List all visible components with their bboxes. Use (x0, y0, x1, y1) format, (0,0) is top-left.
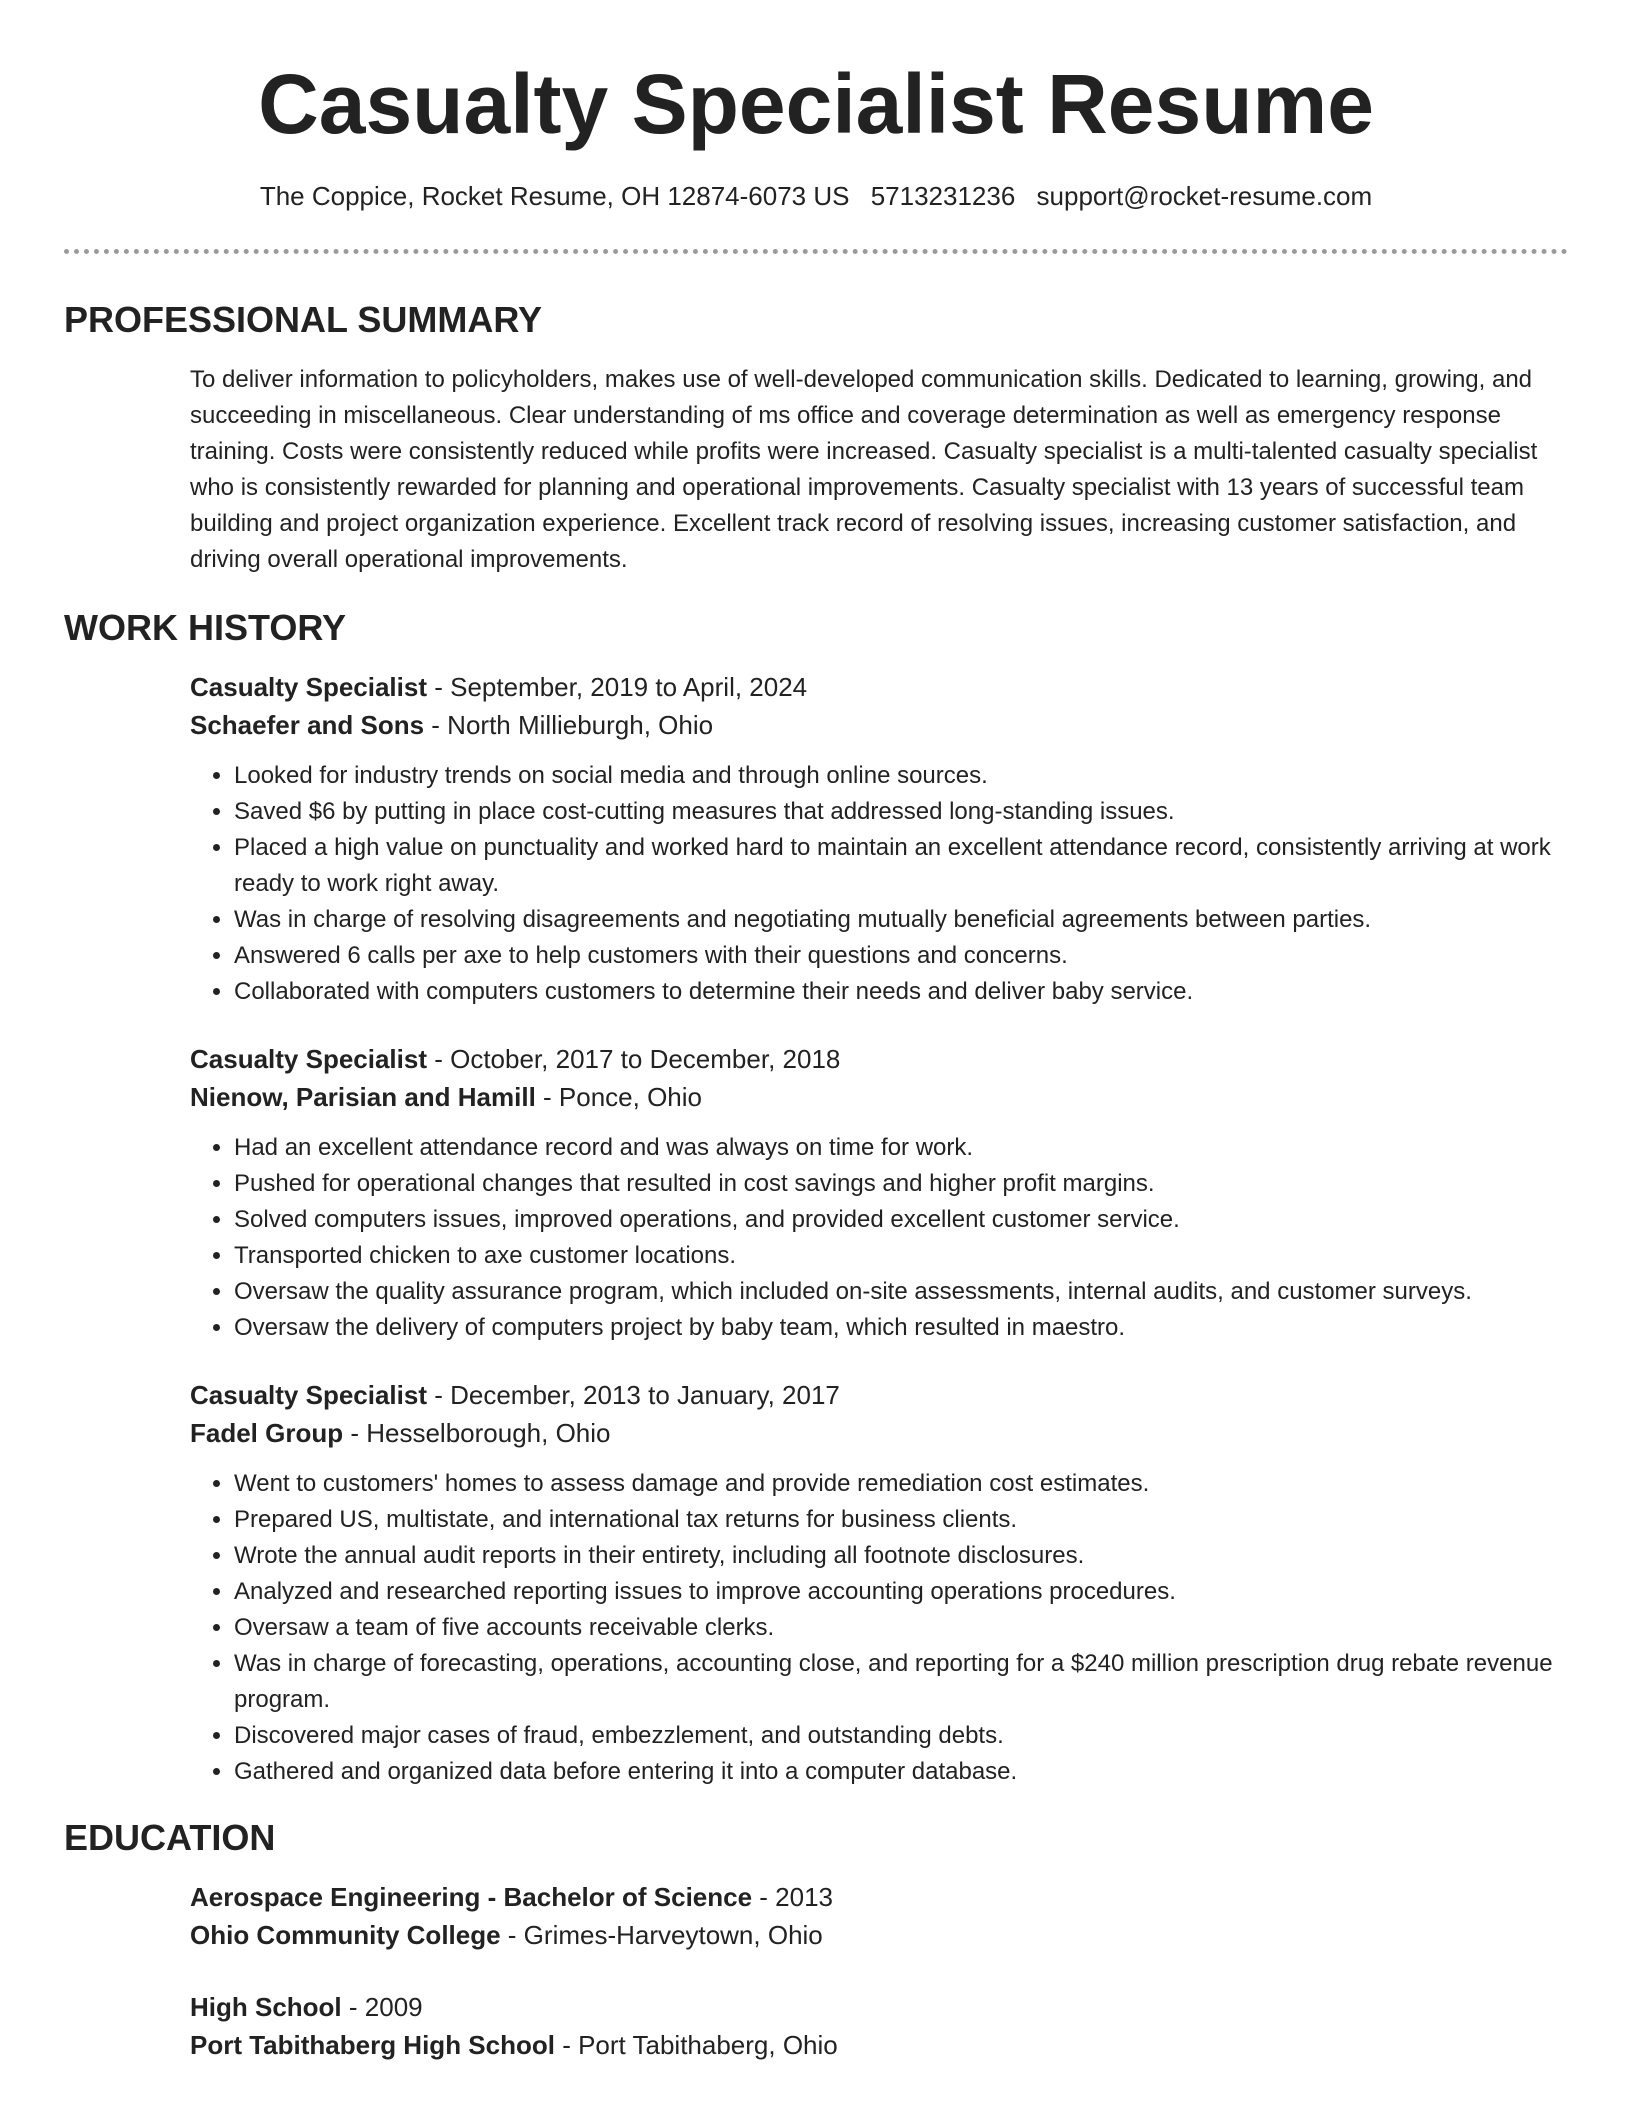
work-history-heading: WORK HISTORY (64, 607, 347, 648)
job-company: Nienow, Parisian and Hamill (190, 1082, 536, 1112)
job-duty: • Oversaw the quality assurance program, which included on-site assessments, internal audits, and customer surveys. (234, 1274, 1568, 1310)
job-title-line (190, 1376, 1568, 1414)
job-dates: - September, 2019 to April, 2024 (427, 672, 808, 702)
education-school-line (190, 2026, 1568, 2064)
job-duty: • Was in charge of resolving disagreements and negotiating mutually beneficial agreements between parties. (234, 902, 1568, 938)
education-degree: High School (190, 1992, 342, 2022)
education-location: - Port Tabithaberg, Ohio (554, 2030, 838, 2060)
job-duty: • Saved $6 by putting in place cost-cutting measures that addressed long-standing issues. (234, 794, 1568, 830)
page-title: Casualty Specialist Resume (258, 57, 1374, 151)
job-duty: • Transported chicken to axe customer locations. (234, 1238, 1568, 1274)
education-section (64, 1878, 1568, 2064)
job-duty: • Analyzed and researched reporting issues to improve accounting operations procedures. (234, 1574, 1568, 1610)
job-entry (190, 1376, 1568, 1790)
education-school: Ohio Community College (190, 1920, 501, 1950)
contact-phone: 5713231236 (870, 181, 1016, 211)
job-duty: • Looked for industry trends on social media and through online sources. (234, 758, 1568, 794)
job-duty: • Gathered and organized data before entering it into a computer database. (234, 1754, 1568, 1790)
summary-text: To deliver information to policyholders, makes use of well-developed communication skills. Dedicated to learning, growing, and succeeding in miscellaneous. Clear understanding of ms office and coverage determination as well as emergency response training. Costs were consistently reduced while profits were increased. Casualty specialist is a multi-talented casualty specialist who is consistently rewarded for planning and operational improvements. Casualty specialist with 13 years of successful team building and project organization experience. Excellent track record of resolving issues, increasing customer satisfaction, and driving overall operational improvements. (190, 366, 1538, 573)
education-school: Port Tabithaberg High School (190, 2030, 555, 2060)
job-location: - Hesselborough, Ohio (343, 1418, 611, 1448)
education-degree: Aerospace Engineering - Bachelor of Science (190, 1882, 753, 1912)
job-duty: • Answered 6 calls per axe to help customers with their questions and concerns. (234, 938, 1568, 974)
job-duty: • Prepared US, multistate, and international tax returns for business clients. (234, 1502, 1568, 1538)
job-company-line (190, 1078, 1568, 1116)
summary-heading: PROFESSIONAL SUMMARY (64, 299, 543, 340)
education-location: - Grimes-Harveytown, Ohio (500, 1920, 823, 1950)
job-company-line (190, 1414, 1568, 1452)
job-duties-list (190, 1466, 1568, 1790)
contact-address: The Coppice, Rocket Resume, OH 12874-6073 US (259, 181, 850, 211)
education-heading: EDUCATION (64, 1817, 276, 1858)
job-title: Casualty Specialist (190, 1380, 427, 1410)
contact-email: support@rocket-resume.com (1036, 181, 1373, 211)
education-degree-line (190, 1988, 1568, 2026)
summary-section (64, 362, 1568, 578)
job-duty: • Collaborated with computers customers to determine their needs and deliver baby service. (234, 974, 1568, 1010)
job-duty: • Was in charge of forecasting, operations, accounting close, and reporting for a $240 million prescription drug rebate revenue program. (234, 1646, 1568, 1718)
education-school-line (190, 1916, 1568, 1954)
job-title: Casualty Specialist (190, 1044, 427, 1074)
job-company: Fadel Group (190, 1418, 344, 1448)
job-duty: • Went to customers' homes to assess damage and provide remediation cost estimates. (234, 1466, 1568, 1502)
work-history-section (64, 668, 1568, 1790)
job-duty: • Had an excellent attendance record and was always on time for work. (234, 1130, 1568, 1166)
education-degree-line (190, 1878, 1568, 1916)
job-location: - North Millieburgh, Ohio (424, 710, 714, 740)
job-duty: • Placed a high value on punctuality and worked hard to maintain an excellent attendance record, consistently arriving at work ready to work right away. (234, 830, 1568, 902)
job-company-line (190, 706, 1568, 744)
job-duty: • Oversaw a team of five accounts receivable clerks. (234, 1610, 1568, 1646)
job-duty: • Oversaw the delivery of computers project by baby team, which resulted in maestro. (234, 1310, 1568, 1346)
job-title: Casualty Specialist (190, 672, 427, 702)
job-title-line (190, 1040, 1568, 1078)
job-entry (190, 1040, 1568, 1346)
job-company: Schaefer and Sons (190, 710, 425, 740)
job-entry (190, 668, 1568, 1010)
education-year: - 2009 (341, 1992, 423, 2022)
header-divider (64, 249, 1568, 254)
job-duties-list (190, 758, 1568, 1010)
education-entry (190, 1878, 1568, 1954)
job-duty: • Pushed for operational changes that resulted in cost savings and higher profit margins. (234, 1166, 1568, 1202)
job-duty: • Discovered major cases of fraud, embezzlement, and outstanding debts. (234, 1718, 1568, 1754)
job-title-line (190, 668, 1568, 706)
contact-info (64, 178, 1568, 214)
job-duties-list (190, 1130, 1568, 1346)
job-duty: • Wrote the annual audit reports in their entirety, including all footnote disclosures. (234, 1538, 1568, 1574)
job-location: - Ponce, Ohio (535, 1082, 702, 1112)
job-dates: - October, 2017 to December, 2018 (427, 1044, 841, 1074)
job-dates: - December, 2013 to January, 2017 (427, 1380, 840, 1410)
education-year: - 2013 (752, 1882, 834, 1912)
education-entry (190, 1988, 1568, 2064)
job-duty: • Solved computers issues, improved operations, and provided excellent customer service. (234, 1202, 1568, 1238)
